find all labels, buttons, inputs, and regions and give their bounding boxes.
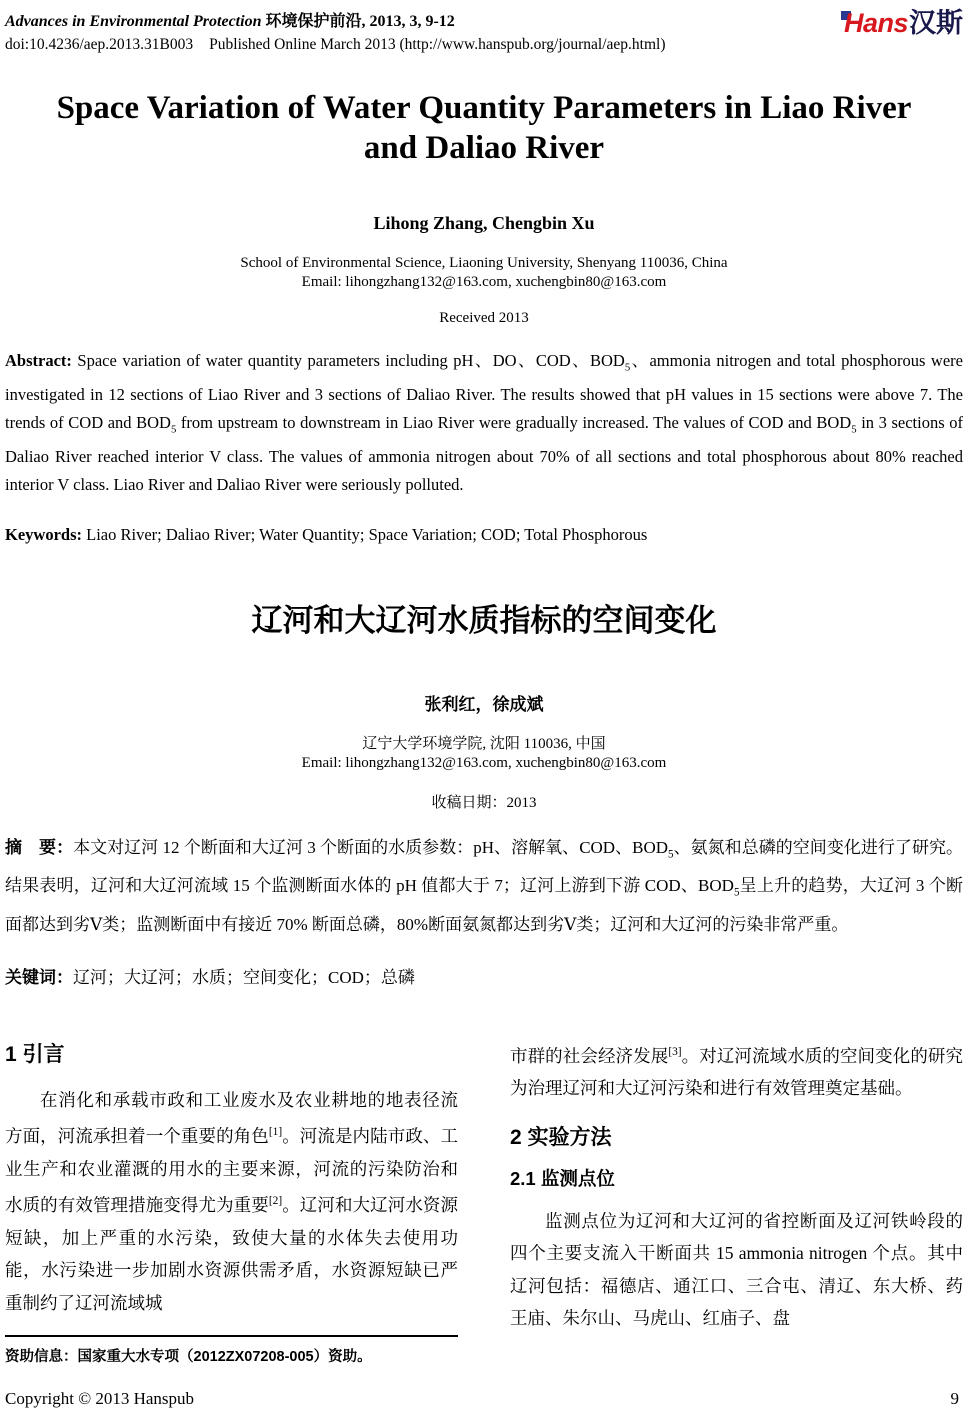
subscript: 5 <box>668 848 674 861</box>
subscript: 5 <box>851 423 857 436</box>
keywords-zh <box>5 964 963 992</box>
text-segment: 、氨氮和总磷的空间变化进行了研究。结果表明，辽河和大辽河流域 15 个监测断面水体的 pH 值都大于 7；辽河上游到下游 COD、BOD <box>5 838 964 896</box>
journal-title-en: Advances in Environmental Protection <box>5 13 262 30</box>
text-segment: 、ammonia nitrogen and total phosphorous were investigated in 12 sections of Liao River and 3 sections of Daliao River. The results showed that pH values in 15 sections were above 7. The trends of COD and BOD <box>5 350 963 432</box>
text-segment: in 3 sections of Daliao River reached interior V class. The values of ammonia nitrogen about 70% of all sections and total phosphorous about 80% reached interior V class. Liao River and Daliao River were seriously polluted. <box>5 412 963 495</box>
page-header <box>5 8 963 54</box>
text-segment: 市群的社会经济发展 <box>510 1045 669 1066</box>
keywords-text: Liao River; Daliao River; Water Quantity; Space Variation; COD; Total Phosphorous <box>86 525 648 545</box>
text-segment: from upstream to downstream in Liao River were gradually increased. The values of COD and BOD <box>176 412 852 432</box>
text-segment: 在消化和承载市政和工业废水及农业耕地的地表径流方面，河流承担着一个重要的角色 <box>5 1089 458 1147</box>
section-1-paragraph <box>5 1084 458 1319</box>
citation-ref: [1] <box>268 1126 283 1139</box>
text-segment: Space variation of water quantity parameters including pH、DO、COD、BOD <box>77 350 625 370</box>
section-2-1-heading: 2.1 监测点位 <box>510 1167 615 1189</box>
funding-footnote: 资助信息：国家重大水专项（2012ZX07208-005）资助。 <box>5 1349 372 1366</box>
subscript: 5 <box>624 360 631 373</box>
doi-line <box>5 36 665 54</box>
text-segment: 本文对辽河 12 个断面和大辽河 3 个断面的水质参数：pH、溶解氧、COD、BOD <box>73 838 669 858</box>
footnote-divider <box>5 1335 458 1337</box>
keywords-en <box>5 521 963 549</box>
citation-ref: [3] <box>668 1045 682 1058</box>
journal-title-zh: 环境保护前沿, 2013, 3, 9-12 <box>265 13 455 30</box>
text-segment: 。辽河和大辽河水资源短缺，加上严重的水污染，致使大量的水体失去使用功能，水污染进一步加剧水资源供需矛盾，水资源短缺已严重制约了辽河流域城 <box>5 1195 459 1313</box>
affiliation-en: School of Environmental Science, Liaoning University, Shenyang 110036, China <box>240 254 728 271</box>
affiliation-zh: 辽宁大学环境学院, 沈阳 110036, 中国 <box>362 736 606 753</box>
text-segment: 。河流是内陆市政、工业生产和农业灌溉的用水的主要来源，河流的污染防治和水质的有效管理措施变得尤为重要 <box>5 1126 459 1216</box>
published-online-text: Published Online March 2013 (http://www.hanspub.org/journal/aep.html) <box>209 36 666 53</box>
abstract-zh <box>5 832 963 940</box>
doi-text: doi:10.4236/aep.2013.31B003 <box>5 36 194 53</box>
text-segment: 。对辽河流域水质的空间变化的研究为治理辽河和大辽河污染和进行有效管理奠定基础。 <box>510 1045 964 1099</box>
hans-logo-latin: Hans <box>843 8 908 38</box>
abstract-label: Abstract: <box>5 350 78 370</box>
citation-ref: [2] <box>268 1195 283 1208</box>
email-line-en: Email: lihongzhang132@163.com, xuchengbin80@163.com <box>301 273 667 290</box>
right-column <box>510 1036 963 1366</box>
text-segment: 呈上升的趋势，大辽河 3 个断面都达到劣Ⅴ类；监测断面中有接近 70% 断面总磷，80%断面氨氮都达到劣Ⅴ类；辽河和大辽河的污染非常严重。 <box>5 876 964 934</box>
paper-title-en: Space Variation of Water Quantity Parameters in Liao River and Daliao River <box>56 90 912 167</box>
authors-zh: 张利红，徐成斌 <box>424 695 544 715</box>
keywords-label: Keywords: <box>5 525 87 545</box>
page-footer <box>5 1389 959 1409</box>
authors-en: Lihong Zhang, Chengbin Xu <box>373 212 595 233</box>
subscript: 5 <box>733 886 740 899</box>
continued-paragraph <box>510 1036 963 1105</box>
email-line-zh: Email: lihongzhang132@163.com, xuchengbin80@163.com <box>301 755 667 772</box>
hans-publisher-logo <box>844 8 963 37</box>
keywords-text-zh: 辽河；大辽河；水质；空间变化；COD；总磷 <box>73 967 415 987</box>
section-2-heading: 2 实验方法 <box>510 1125 612 1149</box>
paper-title-zh: 辽河和大辽河水质指标的空间变化 <box>251 603 717 639</box>
journal-line <box>5 8 665 31</box>
hans-logo-hanzi: 汉斯 <box>909 8 963 38</box>
section-1-heading: 1 引言 <box>5 1042 65 1066</box>
copyright-text: Copyright © 2013 Hanspub <box>5 1389 195 1408</box>
abstract-en <box>5 347 963 500</box>
received-date-en: Received 2013 <box>439 309 529 326</box>
received-date-zh: 收稿日期：2013 <box>431 795 537 812</box>
left-column <box>5 1036 458 1366</box>
abstract-label-zh: 摘 要： <box>5 838 74 858</box>
journal-info <box>5 8 665 54</box>
page-number: 9 <box>950 1389 959 1408</box>
two-column-body <box>5 1036 963 1366</box>
keywords-label-zh: 关键词： <box>5 967 73 987</box>
section-2-1-paragraph: 监测点位为辽河和大辽河的省控断面及辽河铁岭段的四个主要支流入干断面共 15 ammonia nitrogen 个点。其中辽河包括：福德店、通江口、三合屯、清辽、东大桥、药王庙、朱尔山、马虎山、红庙子、盘 <box>510 1210 963 1329</box>
subscript: 5 <box>170 423 177 436</box>
